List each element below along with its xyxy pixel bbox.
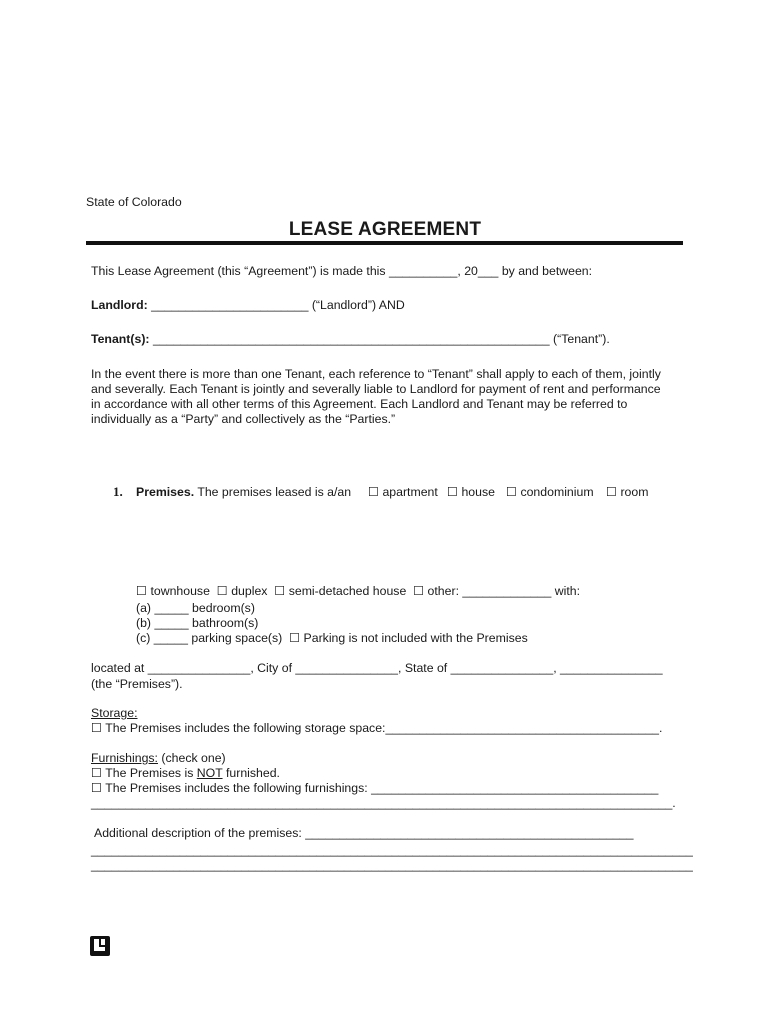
furnishings-blank-line: _____________________________________________________________________________________. [91, 796, 676, 810]
furnishings-note: (check one) [157, 751, 226, 765]
intro-line: This Lease Agreement (this “Agreement”) is made this __________, 20___ by and between: [91, 264, 593, 278]
premises-types-row[interactable]: ☐ townhouse ☐ duplex ☐ semi-detached house ☐ other: _____________ with: [136, 584, 581, 598]
additional-line-2: ________________________________________________________________________________________ [91, 843, 693, 857]
landlord-text: _______________________ (“Landlord”) AND [147, 298, 405, 312]
tenant-line [91, 332, 610, 347]
not-furnished-pre: ☐ The Premises is [91, 766, 197, 780]
furnishings-label: Furnishings: [91, 751, 158, 765]
paragraph-line-4: individually as a “Party” and collectively as the “Parties.” [91, 412, 396, 426]
additional-line-1: Additional description of the premises: ________________________________________________ [94, 826, 634, 840]
landlord-label: Landlord: [91, 298, 148, 312]
not-word: NOT [196, 766, 223, 780]
paragraph-line-1: In the event there is more than one Tenant, each reference to “Tenant” shall apply to each of them, jointly [91, 367, 661, 381]
parking-line[interactable]: (c) _____ parking space(s) ☐ Parking is not included with the Premises [136, 631, 528, 645]
option-condominium[interactable]: ☐ condominium [506, 485, 594, 499]
legal-templates-logo-icon [90, 936, 110, 956]
landlord-line [91, 298, 405, 313]
section-number: 1. [113, 484, 123, 499]
option-apartment[interactable]: ☐ apartment [368, 485, 438, 499]
bathrooms-line: (b) _____ bathroom(s) [136, 616, 259, 630]
paragraph-line-3: in accordance with all other terms of this Agreement. Each Landlord and Tenant may be referred to [91, 397, 628, 411]
state-label: State of Colorado [86, 195, 182, 209]
tenant-label: Tenant(s): [91, 332, 150, 346]
premises-lead: The premises leased is a/an [194, 485, 352, 499]
storage-line[interactable]: ☐ The Premises includes the following storage space:________________________________________. [91, 721, 663, 735]
furnishings-option-includes[interactable]: ☐ The Premises includes the following furnishings: __________________________________________ [91, 781, 659, 795]
additional-line-3: ________________________________________________________________________________________ [91, 858, 693, 872]
furnishings-heading [91, 751, 226, 766]
title-rule [86, 241, 683, 245]
paragraph-line-2: and severally. Each Tenant is jointly and severally liable to Landlord for payment of rent and performance [91, 382, 661, 396]
bedrooms-line: (a) _____ bedroom(s) [136, 601, 255, 615]
not-furnished-post: furnished. [222, 766, 280, 780]
tenant-text: __________________________________________________________ (“Tenant”). [149, 332, 610, 346]
storage-label: Storage: [91, 706, 138, 720]
option-room[interactable]: ☐ room [606, 485, 649, 499]
premises-heading: Premises. [136, 485, 195, 499]
located-line-2: (the “Premises”). [91, 677, 183, 691]
document-title: LEASE AGREEMENT [288, 219, 482, 240]
located-line-1: located at _______________, City of _______________, State of _______________, _______________ [91, 661, 663, 675]
premises-line [136, 485, 351, 500]
furnishings-option-not-furnished[interactable] [91, 766, 280, 781]
option-house[interactable]: ☐ house [447, 485, 495, 499]
